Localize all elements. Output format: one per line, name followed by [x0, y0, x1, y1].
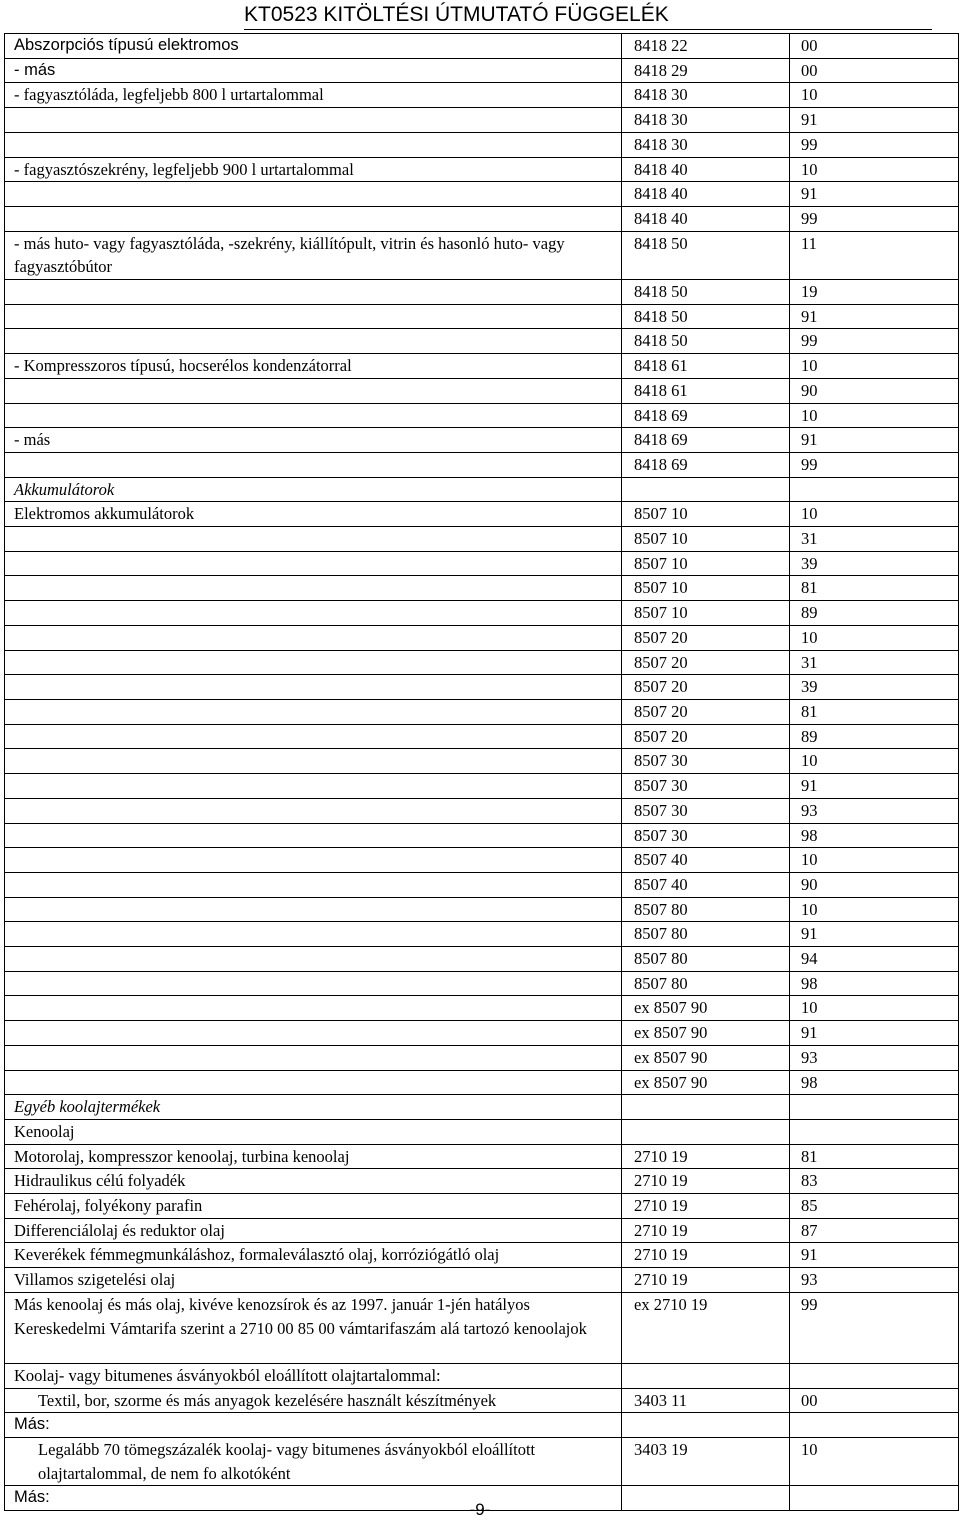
row-sub-code: 98	[790, 1070, 959, 1095]
row-sub-code: 99	[790, 132, 959, 157]
row-description	[5, 280, 622, 305]
table-row	[5, 1292, 959, 1363]
row-sub-code: 94	[790, 947, 959, 972]
row-tariff-code: 8507 20	[622, 724, 790, 749]
row-description: Keverékek fémmegmunkáláshoz, formaleválasztó olaj, korróziógátló olaj	[5, 1243, 622, 1268]
table-row	[5, 1243, 959, 1268]
table-row	[5, 1268, 959, 1293]
row-description	[5, 1070, 622, 1095]
row-sub-code: 90	[790, 872, 959, 897]
table-row	[5, 650, 959, 675]
row-sub-code: 91	[790, 304, 959, 329]
row-tariff-code	[622, 1095, 790, 1120]
table-row	[5, 625, 959, 650]
row-sub-code: 99	[790, 452, 959, 477]
table-row	[5, 428, 959, 453]
row-tariff-code: 8418 61	[622, 354, 790, 379]
row-description	[5, 798, 622, 823]
row-sub-code: 91	[790, 428, 959, 453]
row-tariff-code: 8507 10	[622, 502, 790, 527]
table-row	[5, 1388, 959, 1413]
table-row	[5, 452, 959, 477]
row-tariff-code: 8418 69	[622, 452, 790, 477]
table-row	[5, 1119, 959, 1144]
page-number: -9-	[469, 1500, 491, 1519]
table-row	[5, 403, 959, 428]
row-description: Differenciálolaj és reduktor olaj	[5, 1218, 622, 1243]
tariff-code-table	[4, 33, 959, 1511]
table-row	[5, 1045, 959, 1070]
row-description	[5, 576, 622, 601]
row-sub-code: 99	[790, 206, 959, 231]
row-description	[5, 625, 622, 650]
row-description	[5, 108, 622, 133]
row-description: Kenoolaj	[5, 1119, 622, 1144]
row-sub-code: 10	[790, 749, 959, 774]
row-description: Akkumulátorok	[5, 477, 622, 502]
table-row	[5, 699, 959, 724]
row-description	[5, 823, 622, 848]
row-description	[5, 724, 622, 749]
row-sub-code: 85	[790, 1194, 959, 1219]
table-row	[5, 83, 959, 108]
row-sub-code: 10	[790, 157, 959, 182]
row-tariff-code: 8418 22	[622, 34, 790, 59]
table-row	[5, 576, 959, 601]
row-tariff-code: 8418 61	[622, 378, 790, 403]
row-description	[5, 749, 622, 774]
row-description	[5, 996, 622, 1021]
table-row	[5, 922, 959, 947]
row-description	[5, 378, 622, 403]
row-description: Fehérolaj, folyékony parafin	[5, 1194, 622, 1219]
row-sub-code: 91	[790, 1021, 959, 1046]
table-row	[5, 1021, 959, 1046]
row-tariff-code: 8507 10	[622, 527, 790, 552]
row-sub-code: 39	[790, 551, 959, 576]
table-row	[5, 527, 959, 552]
row-description: - fagyasztóláda, legfeljebb 800 l urtartalommal	[5, 83, 622, 108]
row-sub-code	[790, 1363, 959, 1388]
row-sub-code: 10	[790, 996, 959, 1021]
table-row	[5, 206, 959, 231]
table-row	[5, 1070, 959, 1095]
row-tariff-code: 8418 69	[622, 403, 790, 428]
row-description	[5, 452, 622, 477]
row-sub-code: 31	[790, 650, 959, 675]
row-tariff-code: 2710 19	[622, 1194, 790, 1219]
row-tariff-code: 8507 40	[622, 872, 790, 897]
table-row	[5, 58, 959, 83]
row-sub-code: 87	[790, 1218, 959, 1243]
table-row	[5, 724, 959, 749]
row-tariff-code: 2710 19	[622, 1144, 790, 1169]
row-tariff-code: 8418 29	[622, 58, 790, 83]
row-description: Más:	[5, 1486, 622, 1511]
row-sub-code: 89	[790, 601, 959, 626]
row-description: Hidraulikus célú folyadék	[5, 1169, 622, 1194]
row-sub-code: 89	[790, 724, 959, 749]
row-description: - más	[5, 58, 622, 83]
row-tariff-code	[622, 477, 790, 502]
row-sub-code: 00	[790, 1388, 959, 1413]
row-tariff-code: 8418 40	[622, 206, 790, 231]
row-sub-code	[790, 1413, 959, 1438]
row-sub-code: 39	[790, 675, 959, 700]
row-sub-code: 81	[790, 699, 959, 724]
row-sub-code: 10	[790, 625, 959, 650]
table-row	[5, 1218, 959, 1243]
tariff-code-rows	[5, 34, 959, 1511]
table-row	[5, 1438, 959, 1486]
row-tariff-code: ex 8507 90	[622, 996, 790, 1021]
table-row	[5, 182, 959, 207]
row-description: Elektromos akkumulátorok	[5, 502, 622, 527]
table-row	[5, 1169, 959, 1194]
table-row	[5, 304, 959, 329]
table-row	[5, 848, 959, 873]
row-sub-code: 98	[790, 823, 959, 848]
row-tariff-code: 8418 50	[622, 304, 790, 329]
row-sub-code: 10	[790, 1438, 959, 1486]
table-row	[5, 897, 959, 922]
row-sub-code: 93	[790, 1045, 959, 1070]
row-sub-code: 10	[790, 897, 959, 922]
row-tariff-code	[622, 1363, 790, 1388]
table-row	[5, 1144, 959, 1169]
row-sub-code: 81	[790, 1144, 959, 1169]
row-tariff-code: 8507 30	[622, 798, 790, 823]
row-tariff-code: ex 2710 19	[622, 1292, 790, 1363]
row-tariff-code: 8418 30	[622, 83, 790, 108]
table-row	[5, 329, 959, 354]
row-tariff-code: 8418 50	[622, 231, 790, 279]
row-tariff-code: 8507 30	[622, 774, 790, 799]
row-description	[5, 527, 622, 552]
row-description: Koolaj- vagy bitumenes ásványokból eloállított olajtartalommal:	[5, 1363, 622, 1388]
page-header	[0, 2, 960, 32]
row-tariff-code: 8418 40	[622, 182, 790, 207]
table-row	[5, 774, 959, 799]
row-tariff-code: 8507 30	[622, 749, 790, 774]
row-description: Más kenoolaj és más olaj, kivéve kenozsírok és az 1997. január 1-jén hatályos Kereskedelmi Vámtarifa szerint a 2710 00 85 00 vámtarifaszám alá tartozó kenoolajok	[5, 1292, 622, 1363]
row-description	[5, 774, 622, 799]
row-sub-code: 91	[790, 182, 959, 207]
row-tariff-code: 8418 30	[622, 108, 790, 133]
row-description: Textil, bor, szorme és más anyagok kezelésére használt készítmények	[5, 1388, 622, 1413]
row-description	[5, 848, 622, 873]
row-tariff-code: 3403 11	[622, 1388, 790, 1413]
row-sub-code: 81	[790, 576, 959, 601]
row-sub-code: 93	[790, 1268, 959, 1293]
row-tariff-code: 3403 19	[622, 1438, 790, 1486]
row-tariff-code: 2710 19	[622, 1243, 790, 1268]
table-row	[5, 749, 959, 774]
row-sub-code: 90	[790, 378, 959, 403]
table-row	[5, 34, 959, 59]
row-sub-code: 10	[790, 848, 959, 873]
row-tariff-code	[622, 1119, 790, 1144]
row-description: Legalább 70 tömegszázalék koolaj- vagy bitumenes ásványokból eloállított olajtartalommal, de nem fo alkotóként	[5, 1438, 622, 1486]
table-row	[5, 378, 959, 403]
row-sub-code: 10	[790, 354, 959, 379]
table-row	[5, 823, 959, 848]
row-description	[5, 182, 622, 207]
row-tariff-code: 2710 19	[622, 1169, 790, 1194]
row-description: Abszorpciós típusú elektromos	[5, 34, 622, 59]
row-description: Villamos szigetelési olaj	[5, 1268, 622, 1293]
table-row	[5, 354, 959, 379]
table-row	[5, 872, 959, 897]
row-description	[5, 699, 622, 724]
row-tariff-code: 2710 19	[622, 1268, 790, 1293]
row-sub-code: 19	[790, 280, 959, 305]
table-row	[5, 1363, 959, 1388]
row-description	[5, 206, 622, 231]
row-description: Egyéb koolajtermékek	[5, 1095, 622, 1120]
table-row	[5, 1194, 959, 1219]
row-sub-code: 10	[790, 502, 959, 527]
table-row	[5, 231, 959, 279]
row-description	[5, 132, 622, 157]
table-row	[5, 675, 959, 700]
table-row	[5, 132, 959, 157]
row-tariff-code: 2710 19	[622, 1218, 790, 1243]
row-tariff-code: ex 8507 90	[622, 1070, 790, 1095]
table-row	[5, 280, 959, 305]
row-sub-code: 10	[790, 403, 959, 428]
row-sub-code: 91	[790, 922, 959, 947]
row-tariff-code: 8507 10	[622, 576, 790, 601]
row-tariff-code: 8507 30	[622, 823, 790, 848]
row-description	[5, 675, 622, 700]
row-sub-code: 99	[790, 329, 959, 354]
row-sub-code: 91	[790, 108, 959, 133]
row-tariff-code: 8418 50	[622, 280, 790, 305]
row-tariff-code: 8418 69	[622, 428, 790, 453]
row-tariff-code: ex 8507 90	[622, 1045, 790, 1070]
table-row	[5, 996, 959, 1021]
row-description	[5, 1021, 622, 1046]
row-tariff-code: 8507 80	[622, 897, 790, 922]
row-sub-code: 31	[790, 527, 959, 552]
row-sub-code: 91	[790, 1243, 959, 1268]
row-description	[5, 897, 622, 922]
table-row	[5, 798, 959, 823]
row-tariff-code: 8418 30	[622, 132, 790, 157]
row-tariff-code: 8507 20	[622, 675, 790, 700]
row-description: - más	[5, 428, 622, 453]
row-tariff-code	[622, 1413, 790, 1438]
table-row	[5, 1095, 959, 1120]
row-description	[5, 947, 622, 972]
row-sub-code: 00	[790, 58, 959, 83]
row-tariff-code: 8507 20	[622, 699, 790, 724]
row-tariff-code: 8507 80	[622, 947, 790, 972]
row-tariff-code: 8507 80	[622, 922, 790, 947]
row-tariff-code: 8507 80	[622, 971, 790, 996]
table-row	[5, 971, 959, 996]
row-description	[5, 872, 622, 897]
row-sub-code: 93	[790, 798, 959, 823]
row-sub-code	[790, 1119, 959, 1144]
row-tariff-code: ex 8507 90	[622, 1021, 790, 1046]
table-row	[5, 502, 959, 527]
table-row	[5, 947, 959, 972]
row-description: - fagyasztószekrény, legfeljebb 900 l urtartalommal	[5, 157, 622, 182]
row-tariff-code: 8507 10	[622, 551, 790, 576]
row-description	[5, 650, 622, 675]
row-description	[5, 601, 622, 626]
row-tariff-code: 8507 20	[622, 625, 790, 650]
row-description: - más huto- vagy fagyasztóláda, -szekrény, kiállítópult, vitrin és hasonló huto- vagy fagyasztóbútor	[5, 231, 622, 279]
table-row	[5, 477, 959, 502]
row-sub-code: 83	[790, 1169, 959, 1194]
table-row	[5, 551, 959, 576]
row-sub-code: 91	[790, 774, 959, 799]
row-sub-code	[790, 477, 959, 502]
row-description	[5, 922, 622, 947]
row-description	[5, 551, 622, 576]
row-description: - Kompresszoros típusú, hocserélos kondenzátorral	[5, 354, 622, 379]
row-sub-code: 00	[790, 34, 959, 59]
row-tariff-code: 8507 10	[622, 601, 790, 626]
table-row	[5, 157, 959, 182]
row-description	[5, 304, 622, 329]
table-row	[5, 108, 959, 133]
row-description	[5, 971, 622, 996]
row-tariff-code: 8418 40	[622, 157, 790, 182]
row-sub-code: 10	[790, 83, 959, 108]
row-description: Más:	[5, 1413, 622, 1438]
row-tariff-code: 8507 40	[622, 848, 790, 873]
row-description	[5, 1045, 622, 1070]
header-rule	[244, 29, 932, 30]
row-sub-code: 99	[790, 1292, 959, 1363]
row-sub-code	[790, 1095, 959, 1120]
row-tariff-code: 8507 20	[622, 650, 790, 675]
table-row	[5, 601, 959, 626]
row-description: Motorolaj, kompresszor kenoolaj, turbina kenoolaj	[5, 1144, 622, 1169]
table-row	[5, 1413, 959, 1438]
row-sub-code: 98	[790, 971, 959, 996]
row-description	[5, 329, 622, 354]
document-title: KT0523 KITÖLTÉSI ÚTMUTATÓ FÜGGELÉK	[244, 3, 669, 26]
row-description	[5, 403, 622, 428]
row-sub-code: 11	[790, 231, 959, 279]
row-tariff-code: 8418 50	[622, 329, 790, 354]
